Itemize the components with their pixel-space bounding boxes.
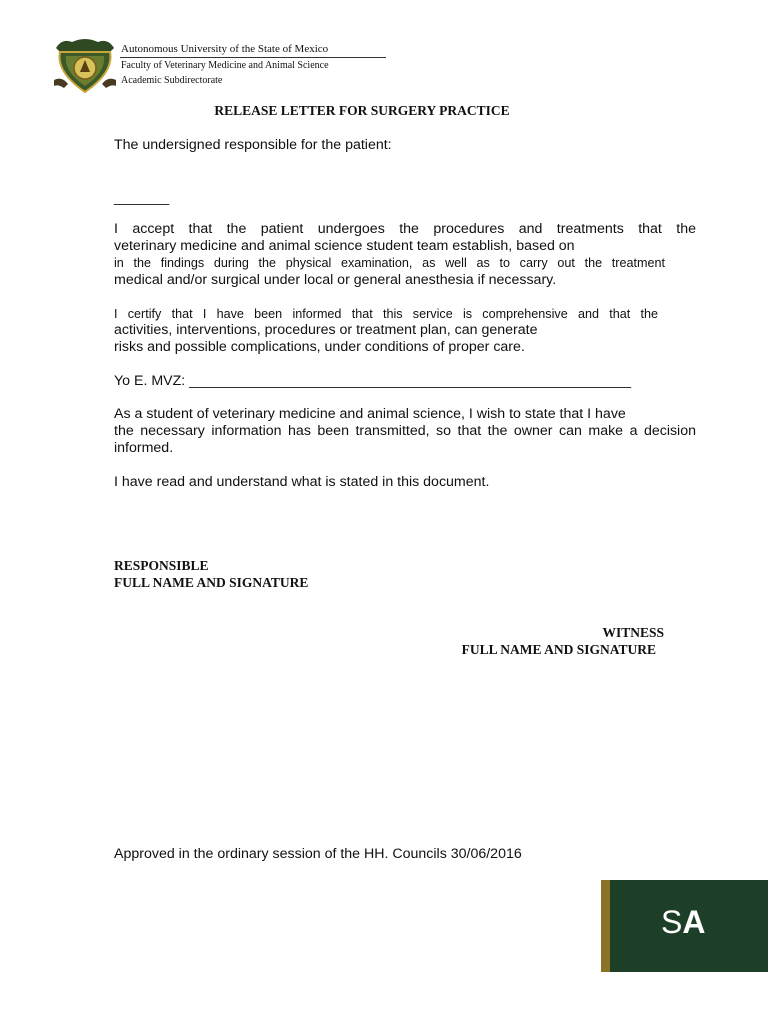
read-understand-statement: I have read and understand what is stated in this document. xyxy=(114,474,490,490)
student-line-2: the necessary information has been transmitted, so that the owner can make a decision xyxy=(114,423,696,439)
student-line-1: As a student of veterinary medicine and animal science, I wish to state that I have xyxy=(114,406,626,422)
university-name: Autonomous University of the State of Mexico xyxy=(121,43,329,55)
document-title: RELEASE LETTER FOR SURGERY PRACTICE xyxy=(214,103,510,118)
consent-line-4: medical and/or surgical under local or general anesthesia if necessary. xyxy=(114,272,557,288)
subdirectorate-name: Academic Subdirectorate xyxy=(121,75,223,86)
consent-line-3: in the findings during the physical examination, as well as to carry out the treatment xyxy=(114,256,665,270)
approval-footer: Approved in the ordinary session of the HH. Councils 30/06/2016 xyxy=(114,846,522,862)
witness-label: WITNESS xyxy=(602,625,664,640)
consent-line-2: veterinary medicine and animal science student team establish, based on xyxy=(114,238,575,254)
badge-text xyxy=(661,902,705,942)
certification-line-2: activities, interventions, procedures or treatment plan, can generate xyxy=(114,322,538,338)
badge-accent-bar xyxy=(601,880,610,972)
responsible-label: RESPONSIBLE xyxy=(114,558,209,573)
sa-badge xyxy=(601,880,768,972)
header-rule-top xyxy=(120,57,386,58)
intro-text: The undersigned responsible for the patient: xyxy=(114,137,392,153)
consent-line-1: I accept that the patient undergoes the procedures and treatments that the xyxy=(114,221,696,237)
certification-line-3: risks and possible complications, under conditions of proper care. xyxy=(114,339,525,355)
badge-text-s: S xyxy=(661,904,683,940)
witness-name-signature: FULL NAME AND SIGNATURE xyxy=(461,642,656,657)
faculty-name: Faculty of Veterinary Medicine and Animal Science xyxy=(121,60,329,71)
patient-blank-line: _______ xyxy=(114,190,170,206)
university-crest-logo xyxy=(52,36,118,94)
badge-text-a: A xyxy=(682,904,706,940)
certification-line-1: I certify that I have been informed that this service is comprehensive and that the xyxy=(114,307,658,321)
mvz-signature-line: Yo E. MVZ: ________________________________________________________ xyxy=(114,373,632,389)
student-line-3: informed. xyxy=(114,440,174,456)
responsible-name-signature: FULL NAME AND SIGNATURE xyxy=(114,575,309,590)
